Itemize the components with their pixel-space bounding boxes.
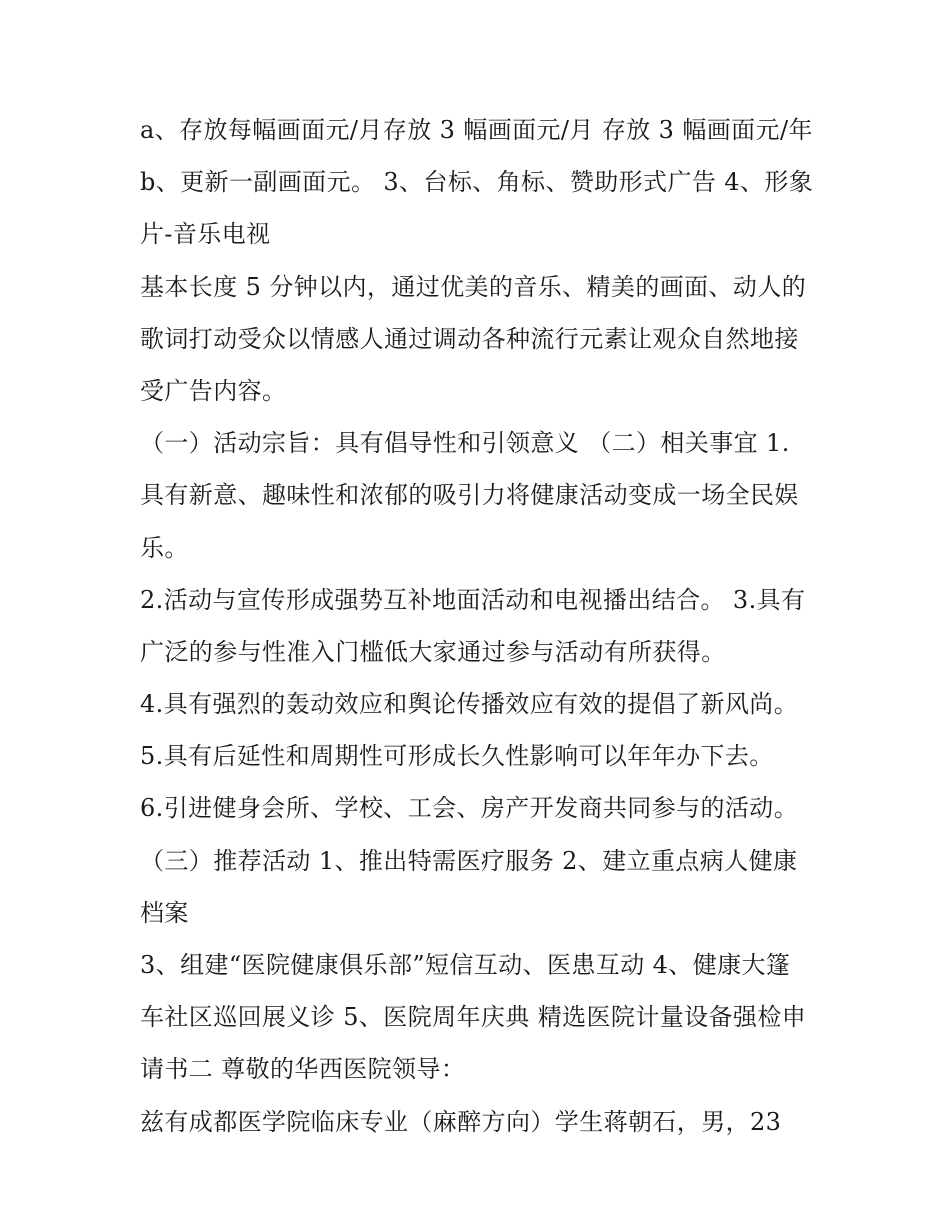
text-line: （三）推荐活动 1、推出特需医疗服务 2、建立重点病人健康 xyxy=(140,846,798,875)
text-line: 片-音乐电视 xyxy=(140,220,271,249)
document-body xyxy=(140,104,820,1148)
text-line: 3、组建“医院健康俱乐部”短信互动、医患互动 4、健康大篷 xyxy=(140,951,791,979)
text-line: 基本长度 5 分钟以内，通过优美的音乐、精美的画面、动人的 xyxy=(140,272,807,301)
text-line: 4.具有强烈的轰动效应和舆论传播效应有效的提倡了新风尚。 xyxy=(140,690,799,719)
text-line: 广泛的参与性准入门槛低大家通过参与活动有所获得。 xyxy=(140,637,726,666)
text-line: 车社区巡回展义诊 5、医院周年庆典 精选医院计量设备强检申 xyxy=(140,1003,807,1032)
text-line: 6.引进健身会所、学校、工会、房产开发商共同参与的活动。 xyxy=(140,794,799,823)
text-line: 请书二 尊敬的华西医院领导： xyxy=(140,1055,466,1084)
text-line: 歌词打动受众以情感人通过调动各种流行元素让观众自然地接 xyxy=(140,324,799,353)
text-line: a、存放每幅画面元/月存放 3 幅画面元/月 存放 3 幅画面元/年 xyxy=(140,116,813,144)
text-line: 2.活动与宣传形成强势互补地面活动和电视播出结合。 3.具有 xyxy=(140,585,806,614)
text-line: 5.具有后延性和周期性可形成长久性影响可以年年办下去。 xyxy=(140,742,774,771)
text-line: 具有新意、趣味性和浓郁的吸引力将健康活动变成一场全民娱 xyxy=(140,481,799,510)
text-line: 乐。 xyxy=(140,533,189,562)
text-line: （一）活动宗旨：具有倡导性和引领意义 （二）相关事宜 1. xyxy=(140,429,790,458)
text-line: b、更新一副画面元。 3、台标、角标、赞助形式广告 4、形象 xyxy=(140,168,814,197)
text-line: 档案 xyxy=(140,898,189,927)
text-line: 兹有成都医学院临床专业（麻醉方向）学生蒋朝石，男，23 xyxy=(140,1107,782,1136)
text-line: 受广告内容。 xyxy=(140,376,287,405)
